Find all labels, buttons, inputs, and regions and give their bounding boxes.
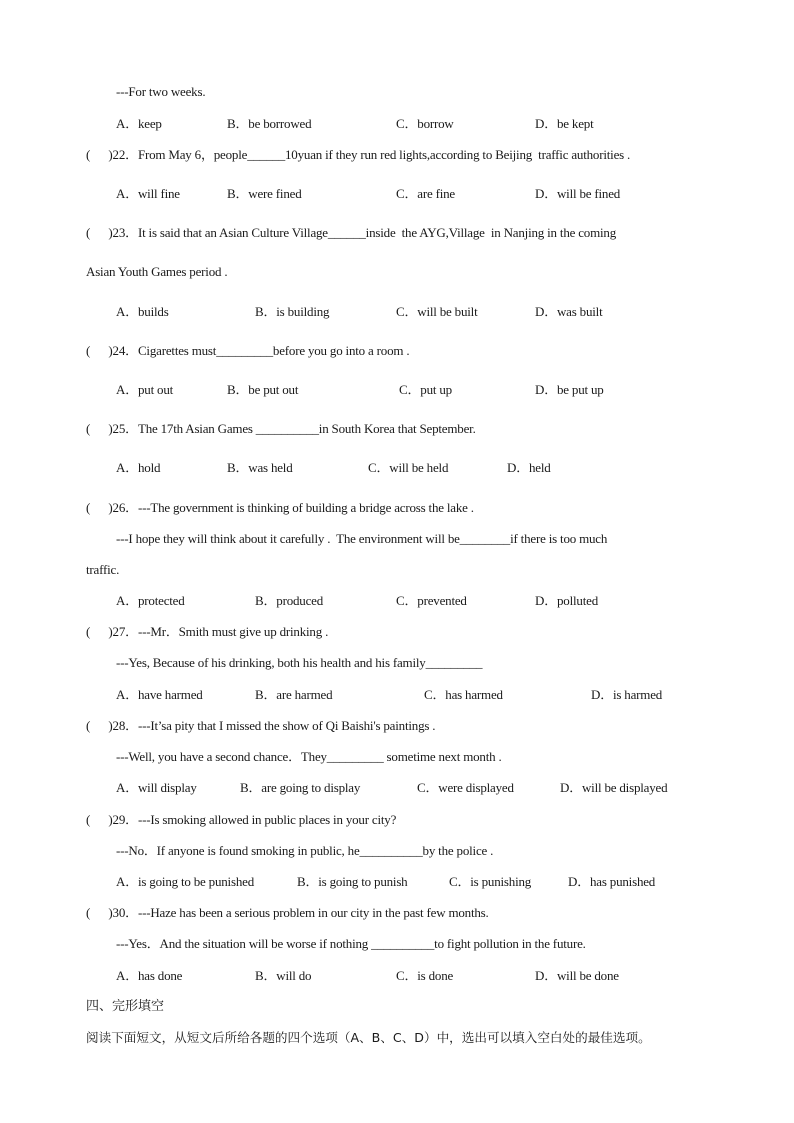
q24-stem: ( )24．Cigarettes must_________before you go into a room . — [86, 343, 410, 358]
q25-option-a: A．hold — [116, 460, 161, 475]
q29-line2: ---No．If anyone is found smoking in public, he__________by the police . — [116, 843, 494, 858]
q21-option-a: A．keep — [116, 116, 162, 131]
q25-option-d: D．held — [507, 460, 551, 475]
q28-option-c: C．were displayed — [417, 780, 514, 795]
q22-option-d: D．will be fined — [535, 186, 621, 201]
q27-option-a: A．have harmed — [116, 687, 203, 702]
q25-option-b: B．was held — [227, 460, 293, 475]
q26-stem: ( )26．---The government is thinking of building a bridge across the lake . — [86, 500, 474, 515]
q26-line2: ---I hope they will think about it carefully . The environment will be________if there is too much — [116, 531, 608, 546]
q26-option-c: C．prevented — [396, 593, 467, 608]
q30-option-b: B．will do — [255, 968, 312, 983]
q21-option-d: D．be kept — [535, 116, 594, 131]
q29-option-b: B．is going to punish — [297, 874, 408, 889]
q27-option-b: B．are harmed — [255, 687, 333, 702]
q26-line3: traffic. — [86, 562, 120, 577]
q23-stem: ( )23．It is said that an Asian Culture Village______inside the AYG,Village in Nanjing in the coming — [86, 225, 617, 240]
q26-option-a: A．protected — [116, 593, 185, 608]
section-instruction: 阅读下面短文，从短文后所给各题的四个选项（A、B、C、D）中，选出可以填入空白处的最佳选项。 — [86, 1030, 651, 1045]
q28-option-d: D．will be displayed — [560, 780, 668, 795]
q26-option-d: D．polluted — [535, 593, 598, 608]
q28-line2: ---Well, you have a second chance．They_________ sometime next month . — [116, 749, 502, 764]
q30-option-c: C．is done — [396, 968, 454, 983]
q21-answer-line: ---For two weeks. — [116, 84, 206, 99]
q24-option-b: B．be put out — [227, 382, 299, 397]
q27-option-d: D．is harmed — [591, 687, 663, 702]
q22-stem: ( )22．From May 6，people______10yuan if they run red lights,according to Beijing traffic authorities . — [86, 147, 631, 162]
q29-stem: ( )29．---Is smoking allowed in public places in your city? — [86, 812, 397, 827]
q30-option-d: D．will be done — [535, 968, 619, 983]
q23-option-a: A．builds — [116, 304, 169, 319]
q24-option-d: D．be put up — [535, 382, 604, 397]
q23-option-b: B．is building — [255, 304, 330, 319]
q23-stem-continued: Asian Youth Games period . — [86, 264, 228, 279]
q25-option-c: C．will be held — [368, 460, 449, 475]
q29-option-d: D．has punished — [568, 874, 656, 889]
q28-stem: ( )28．---It’sa pity that I missed the show of Qi Baishi's paintings . — [86, 718, 436, 733]
q25-stem: ( )25．The 17th Asian Games __________in South Korea that September. — [86, 421, 476, 436]
q30-line2: ---Yes．And the situation will be worse if nothing __________to fight pollution in the future. — [116, 936, 586, 951]
q23-option-c: C．will be built — [396, 304, 478, 319]
q21-option-b: B．be borrowed — [227, 116, 312, 131]
q26-option-b: B．produced — [255, 593, 324, 608]
q27-line2: ---Yes, Because of his drinking, both his health and his family_________ — [116, 655, 483, 670]
q24-option-c: C．put up — [399, 382, 452, 397]
q22-option-c: C．are fine — [396, 186, 456, 201]
q29-option-a: A．is going to be punished — [116, 874, 254, 889]
q27-option-c: C．has harmed — [424, 687, 503, 702]
q27-stem: ( )27．---Mr．Smith must give up drinking . — [86, 624, 329, 639]
q22-option-b: B．were fined — [227, 186, 302, 201]
q24-option-a: A．put out — [116, 382, 174, 397]
q22-option-a: A．will fine — [116, 186, 180, 201]
q23-option-d: D．was built — [535, 304, 603, 319]
q21-option-c: C．borrow — [396, 116, 454, 131]
section-heading: 四、完形填空 — [86, 999, 165, 1014]
q30-stem: ( )30．---Haze has been a serious problem in our city in the past few months. — [86, 905, 489, 920]
q29-option-c: C．is punishing — [449, 874, 532, 889]
q28-option-a: A．will display — [116, 780, 197, 795]
q30-option-a: A．has done — [116, 968, 183, 983]
q28-option-b: B．are going to display — [240, 780, 361, 795]
